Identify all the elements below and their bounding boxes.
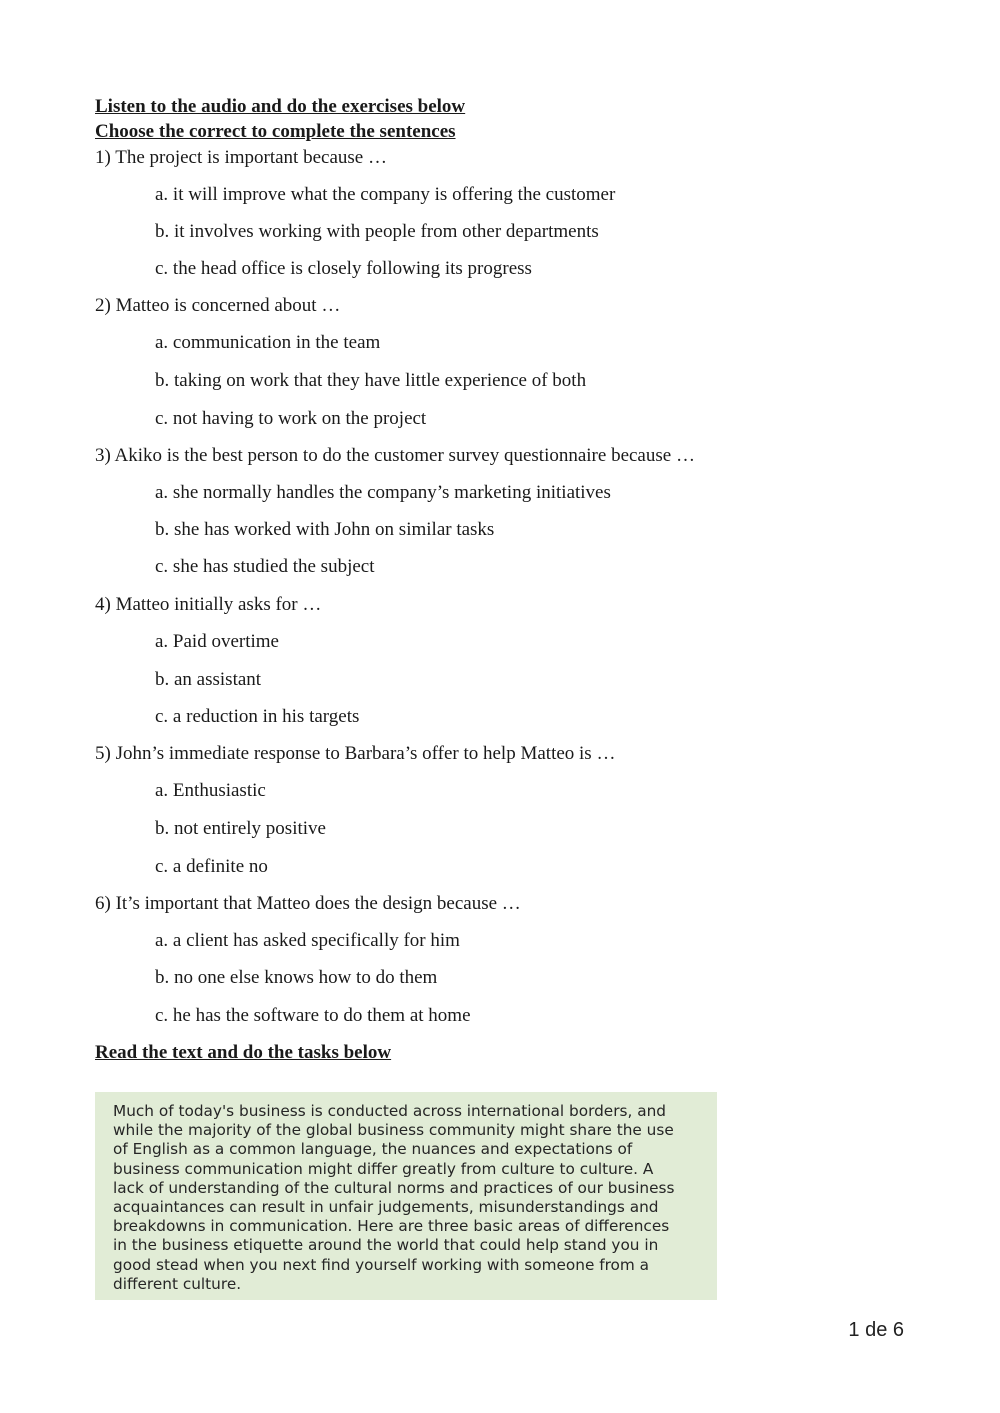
- reading-line: different culture.: [113, 1274, 242, 1293]
- question-2: 2) Matteo is concerned about …: [95, 295, 341, 316]
- question-3-option-b: b. she has worked with John on similar tasks: [155, 519, 495, 540]
- question-5-option-c: c. a definite no: [155, 856, 268, 877]
- reading-line: in the business etiquette around the world that could help stand you in: [113, 1236, 659, 1255]
- question-1-option-b: b. it involves working with people from other departments: [155, 221, 599, 242]
- page-number: 1 de 6: [848, 1319, 904, 1341]
- question-6: 6) It’s important that Matteo does the design because …: [95, 893, 521, 914]
- reading-line: good stead when you next find yourself working with someone from a: [113, 1255, 650, 1274]
- question-4: 4) Matteo initially asks for …: [95, 594, 322, 615]
- question-5: 5) John’s immediate response to Barbara’s offer to help Matteo is …: [95, 743, 616, 764]
- question-4-option-a: a. Paid overtime: [155, 631, 279, 652]
- question-1-option-a: a. it will improve what the company is offering the customer: [155, 184, 616, 205]
- question-2-option-c: c. not having to work on the project: [155, 408, 427, 429]
- question-6-option-b: b. no one else knows how to do them: [155, 967, 438, 988]
- question-3-option-c: c. she has studied the subject: [155, 556, 375, 577]
- question-2-option-b: b. taking on work that they have little experience of both: [155, 370, 587, 391]
- reading-passage: [113, 1102, 699, 1294]
- question-3: 3) Akiko is the best person to do the customer survey questionnaire because …: [95, 445, 695, 466]
- instruction-listen: Listen to the audio and do the exercises below: [95, 96, 466, 117]
- question-4-option-b: b. an assistant: [155, 669, 262, 690]
- question-3-option-a: a. she normally handles the company’s marketing initiatives: [155, 482, 611, 503]
- question-5-option-a: a. Enthusiastic: [155, 780, 266, 801]
- question-1: 1) The project is important because …: [95, 147, 387, 168]
- question-5-option-b: b. not entirely positive: [155, 818, 326, 839]
- question-1-option-c: c. the head office is closely following its progress: [155, 258, 532, 279]
- reading-passage-box: [95, 1092, 717, 1300]
- reading-line: acquaintances can result in unfair judgements, misunderstandings and: [113, 1198, 659, 1217]
- reading-line: Much of today's business is conducted across international borders, and: [113, 1102, 666, 1120]
- question-6-option-c: c. he has the software to do them at home: [155, 1005, 471, 1026]
- reading-line: breakdowns in communication. Here are three basic areas of differences: [113, 1217, 670, 1236]
- question-4-option-c: c. a reduction in his targets: [155, 706, 360, 727]
- reading-heading: Read the text and do the tasks below: [95, 1042, 392, 1063]
- reading-line: lack of understanding of the cultural norms and practices of our business: [113, 1178, 675, 1197]
- reading-line: business communication might differ greatly from culture to culture. A: [113, 1159, 654, 1178]
- question-2-option-a: a. communication in the team: [155, 332, 381, 353]
- question-6-option-a: a. a client has asked specifically for him: [155, 930, 460, 951]
- reading-line: of English as a common language, the nuances and expectations of: [113, 1140, 633, 1159]
- reading-line: while the majority of the global business community might share the use: [113, 1121, 674, 1140]
- instruction-choose: Choose the correct to complete the sentences: [95, 121, 456, 142]
